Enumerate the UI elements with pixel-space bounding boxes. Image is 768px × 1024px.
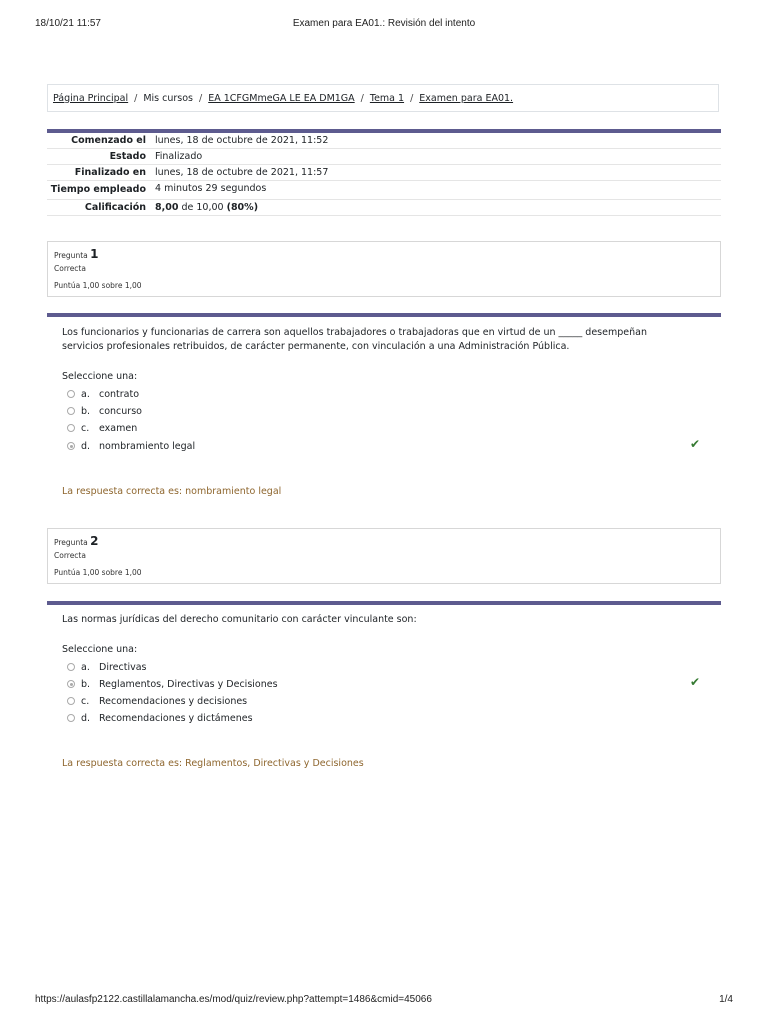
answer-option-selected[interactable]	[67, 677, 278, 691]
question-info-2	[47, 528, 721, 584]
question-number-value: 2	[90, 534, 99, 548]
option-text: Recomendaciones y dictámenes	[99, 712, 253, 724]
option-letter: b.	[81, 678, 91, 690]
breadcrumb-topic-link[interactable]: Tema 1	[369, 92, 405, 104]
summary-value: lunes, 18 de octubre de 2021, 11:57	[155, 167, 329, 178]
summary-value: Finalizado	[155, 151, 203, 162]
question-prompt: Seleccione una:	[62, 644, 138, 655]
grade-score: 8,00	[155, 202, 179, 213]
breadcrumb-separator: /	[360, 92, 364, 104]
breadcrumb-separator: /	[199, 92, 203, 104]
question-label: Pregunta	[54, 251, 88, 260]
radio-button-checked[interactable]	[67, 680, 75, 688]
radio-button[interactable]	[67, 390, 75, 398]
breadcrumb-home-link[interactable]: Página Principal	[53, 92, 129, 104]
option-letter: a.	[81, 661, 90, 673]
summary-row-time	[47, 181, 721, 200]
question-state: Correcta	[54, 551, 86, 560]
attempt-summary-table	[47, 133, 721, 216]
option-letter: a.	[81, 388, 90, 400]
print-page-number: 1/4	[719, 994, 733, 1005]
radio-button[interactable]	[67, 714, 75, 722]
option-text: Recomendaciones y decisiones	[99, 695, 248, 707]
print-header	[35, 18, 733, 32]
question-grade: Puntúa 1,00 sobre 1,00	[54, 281, 142, 290]
question-info-1	[47, 241, 721, 297]
option-letter: c.	[81, 422, 90, 434]
print-title: Examen para EA01.: Revisión del intento	[292, 18, 476, 29]
question-text: Las normas jurídicas del derecho comunitario con carácter vinculante son:	[62, 614, 417, 625]
breadcrumb-course-link[interactable]: EA 1CFGMmeGA LE EA DM1GA	[208, 92, 355, 104]
question-number-value: 1	[90, 247, 99, 261]
question-grade: Puntúa 1,00 sobre 1,00	[54, 568, 142, 577]
option-text: nombramiento legal	[99, 440, 196, 452]
option-text: contrato	[99, 388, 140, 400]
option-letter: b.	[81, 405, 91, 417]
radio-button[interactable]	[67, 697, 75, 705]
breadcrumb-my-courses[interactable]: Mis cursos	[143, 92, 194, 104]
summary-label: Tiempo empleado	[50, 184, 146, 195]
summary-label: Comenzado el	[71, 135, 146, 146]
breadcrumb-separator: /	[410, 92, 414, 104]
radio-button[interactable]	[67, 424, 75, 432]
answer-option[interactable]	[67, 404, 142, 418]
question-content-bar	[47, 601, 721, 605]
radio-button[interactable]	[67, 663, 75, 671]
checkmark-icon: ✔	[690, 675, 701, 689]
summary-label: Finalizado en	[74, 167, 146, 178]
breadcrumb	[47, 84, 719, 112]
summary-label: Calificación	[84, 202, 146, 213]
answer-option[interactable]	[67, 421, 137, 435]
summary-value	[146, 200, 258, 215]
option-text: Directivas	[99, 661, 147, 673]
grade-percent: (80%)	[226, 202, 259, 213]
breadcrumb-quiz-link[interactable]: Examen para EA01.	[419, 92, 514, 104]
question-label: Pregunta	[54, 538, 88, 547]
answer-option-selected[interactable]	[67, 439, 195, 453]
question-state: Correcta	[54, 264, 86, 273]
summary-value: 4 minutos 29 segundos	[155, 183, 267, 194]
print-datetime: 18/10/21 11:57	[35, 18, 101, 29]
question-number	[54, 247, 98, 261]
radio-button-checked[interactable]	[67, 442, 75, 450]
correct-answer-feedback: La respuesta correcta es: nombramiento legal	[62, 486, 282, 497]
question-content-bar	[47, 313, 721, 317]
summary-row-started	[47, 133, 721, 149]
summary-row-state	[47, 149, 721, 165]
correct-answer-feedback: La respuesta correcta es: Reglamentos, Directivas y Decisiones	[62, 758, 364, 769]
summary-value: lunes, 18 de octubre de 2021, 11:52	[155, 135, 329, 146]
answer-option[interactable]	[67, 694, 247, 708]
print-footer	[35, 994, 733, 1008]
answer-option[interactable]	[67, 711, 253, 725]
option-letter: d.	[81, 440, 91, 452]
print-url: https://aulasfp2122.castillalamancha.es/mod/quiz/review.php?attempt=1486&cmid=45066	[35, 994, 432, 1005]
question-number	[54, 534, 98, 548]
option-letter: c.	[81, 695, 90, 707]
option-text: examen	[99, 422, 138, 434]
option-letter: d.	[81, 712, 91, 724]
option-text: Reglamentos, Directivas y Decisiones	[99, 678, 278, 690]
answer-option[interactable]	[67, 660, 146, 674]
summary-row-finished	[47, 165, 721, 181]
summary-label: Estado	[109, 151, 146, 162]
checkmark-icon: ✔	[690, 437, 701, 451]
radio-button[interactable]	[67, 407, 75, 415]
option-text: concurso	[99, 405, 142, 417]
breadcrumb-separator: /	[134, 92, 138, 104]
question-text: Los funcionarios y funcionarias de carrera son aquellos trabajadores o trabajadoras que en virtud de un _____ desempeñan servicios profesionales retribuidos, de carácter permanente, con vinculación a una Administración Pública.	[62, 327, 647, 352]
summary-row-grade	[47, 200, 721, 216]
answer-option[interactable]	[67, 387, 139, 401]
question-prompt: Seleccione una:	[62, 371, 138, 382]
grade-max: de 10,00	[181, 202, 224, 213]
